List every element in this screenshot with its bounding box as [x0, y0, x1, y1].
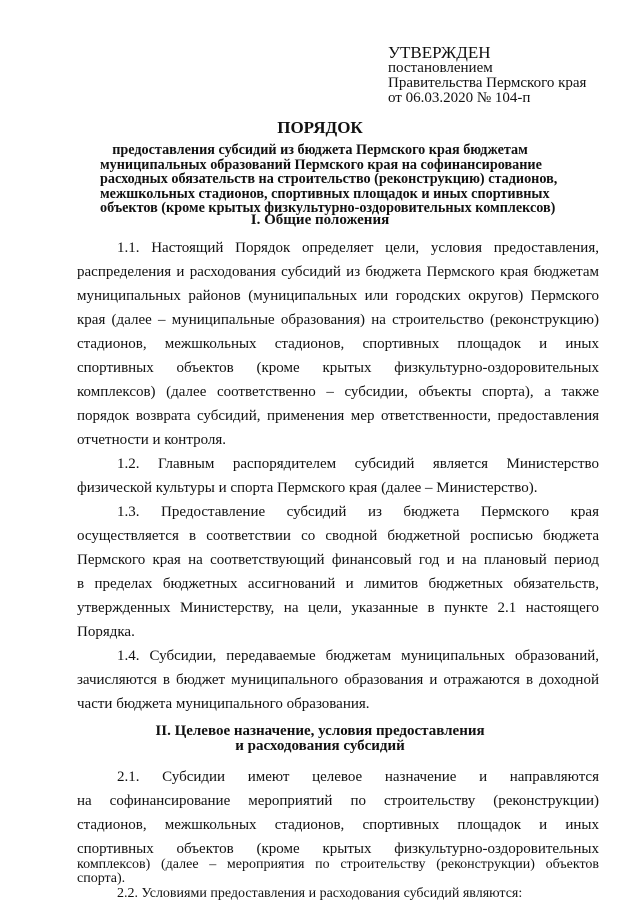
- text-line: 2.2. Условиями предоставления и расходования субсидий являются:: [117, 886, 523, 901]
- text-line: 1.1. Настоящий Порядок определяет цели, условия предоставления,: [117, 240, 599, 256]
- text-line: части бюджета муниципального образования.: [77, 696, 370, 712]
- approval-line: Правительства Пермского края: [388, 75, 587, 91]
- approval-line: постановлением: [388, 60, 493, 76]
- text-line: муниципальных районов (муниципальных или городских округов) Пермского: [77, 288, 599, 304]
- text-line: 1.4. Субсидии, передаваемые бюджетам муниципальных образований,: [117, 648, 599, 664]
- approval-stamp: [388, 44, 586, 106]
- text-line: физической культуры и спорта Пермского края (далее – Министерство).: [77, 480, 538, 496]
- approval-line: УТВЕРЖДЕН: [388, 43, 491, 62]
- text-line: комплексов) (далее – мероприятия по строительству (реконструкции) объектов: [77, 857, 599, 872]
- text-line: стадионов, межшкольных стадионов, спортивных площадок и иных: [77, 817, 599, 833]
- subtitle-line: расходных обязательств на строительство (реконструкцию) стадионов,: [100, 171, 558, 187]
- subtitle-line: предоставления субсидий из бюджета Пермского края бюджетам: [112, 142, 528, 158]
- text-line: отчетности и контроля.: [77, 432, 227, 448]
- text-line: в пределах бюджетных ассигнований и лимитов бюджетных обязательств,: [77, 576, 599, 592]
- text-line: 2.1. Субсидии имеют целевое назначение и направляются: [117, 769, 599, 785]
- approval-line: от 06.03.2020 № 104-п: [388, 90, 531, 106]
- text-line: зачисляются в бюджет муниципального образования и отражаются в доходной: [77, 672, 599, 688]
- text-line: края (далее – муниципальные образования) на строительство (реконструкцию): [77, 312, 599, 328]
- subtitle-line: объектов (кроме крытых физкультурно-оздоровительных комплексов): [100, 200, 556, 216]
- document-subtitle: [100, 142, 558, 216]
- section-2-heading: II. Целевое назначение, условия предоставления: [155, 723, 485, 739]
- subtitle-line: межшкольных стадионов, спортивных площадок и иных спортивных: [100, 185, 550, 202]
- text-line: комплексов) (далее соответственно – субсидии, объекты спорта), а также: [77, 384, 599, 400]
- text-line: на софинансирование мероприятий по строительству (реконструкции): [77, 793, 599, 809]
- text-line: распределения и расходования субсидий из бюджета Пермского края бюджетам: [77, 264, 599, 280]
- text-line: спортивных объектов (кроме крытых физкультурно-оздоровительных: [77, 360, 599, 376]
- text-line: утвержденных Министерству, на цели, указанные в пункте 2.1 настоящего: [77, 600, 599, 616]
- text-line: Пермского края на соответствующий финансовый год и на плановый период: [77, 552, 599, 568]
- section-1-heading: I. Общие положения: [250, 212, 390, 228]
- document-title: ПОРЯДОК: [277, 118, 363, 137]
- text-line: порядок возврата субсидий, применения мер ответственности, предоставления: [77, 408, 599, 424]
- text-line: стадионов, межшкольных стадионов, спортивных площадок и иных: [77, 336, 599, 352]
- text-line: спорта).: [77, 871, 126, 886]
- text-line: осуществляется в соответствии со сводной бюджетной росписью бюджета: [77, 528, 599, 544]
- subtitle-line: муниципальных образований Пермского края на софинансирование: [100, 156, 542, 173]
- text-line: Порядка.: [77, 624, 135, 640]
- section-2-heading: и расходования субсидий: [235, 738, 405, 754]
- text-line: спортивных объектов (кроме крытых физкультурно-оздоровительных: [77, 841, 599, 857]
- text-line: 1.2. Главным распорядителем субсидий является Министерство: [117, 456, 599, 472]
- text-line: 1.3. Предоставление субсидий из бюджета Пермского края: [117, 504, 599, 520]
